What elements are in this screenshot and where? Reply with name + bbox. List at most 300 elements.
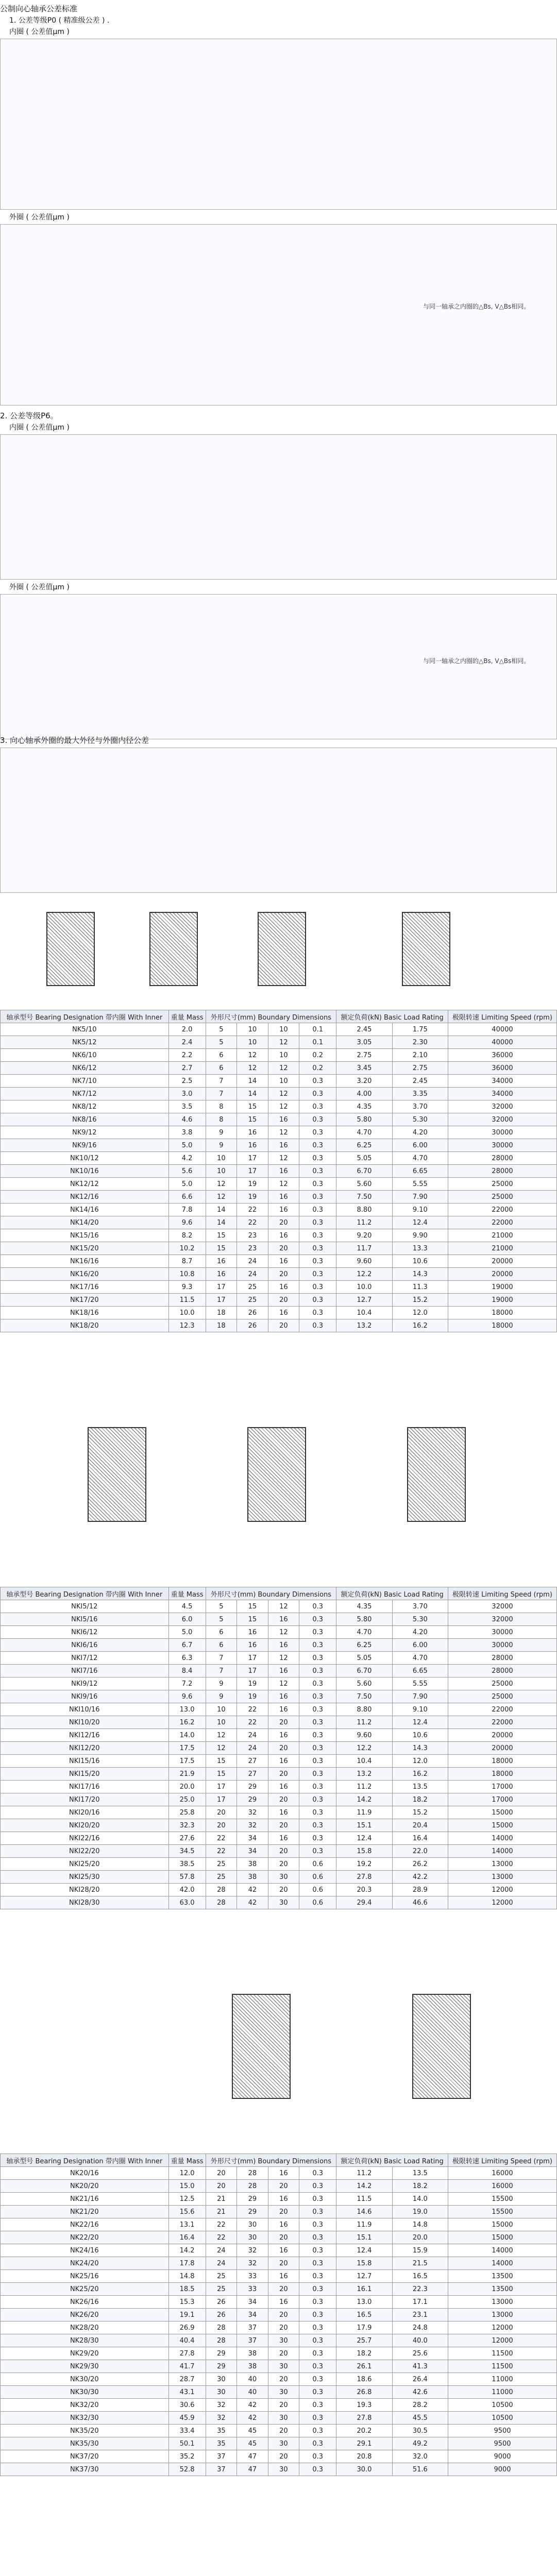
table-cell: 9.20	[336, 1229, 392, 1242]
catalog-table	[0, 1010, 557, 1332]
table-cell: 16	[268, 2218, 299, 2231]
table-cell: 5.05	[336, 1152, 392, 1165]
table-cell: 9	[206, 1677, 237, 1690]
section-title: 公制向心轴承公差标准	[0, 4, 78, 13]
table-cell: 0.3	[299, 1832, 336, 1845]
table-cell: 13.5	[392, 1781, 448, 1793]
table-cell: 11.2	[336, 1216, 392, 1229]
table-cell: 40.0	[392, 2334, 448, 2347]
table-cell: 0.6	[299, 1884, 336, 1896]
table-cell: 13500	[448, 2283, 556, 2296]
table-cell: NK30/20	[1, 2373, 169, 2386]
table-cell: 10.6	[392, 1255, 448, 1268]
table-cell: 42	[237, 2412, 268, 2425]
table-cell: 20000	[448, 1742, 556, 1755]
table-cell: 16	[237, 1126, 268, 1139]
table-cell: NK6/12	[1, 1062, 169, 1075]
outer-note: 与同一轴承之内圈的△Bs, V△Bs相同。	[423, 303, 530, 310]
table-cell: 42	[237, 2399, 268, 2412]
table-cell: 42	[237, 1896, 268, 1909]
table-cell: NK30/30	[1, 2386, 169, 2399]
table-cell: 17.5	[168, 1755, 206, 1768]
table-cell: 19	[237, 1690, 268, 1703]
table-cell: 27	[237, 1768, 268, 1781]
table-cell: 26.1	[336, 2360, 392, 2373]
table-cell: 10	[237, 1023, 268, 1036]
table-cell: 0.3	[299, 2283, 336, 2296]
table-cell: 0.3	[299, 1677, 336, 1690]
table-cell: 26.4	[392, 2373, 448, 2386]
table-cell: 12.0	[392, 1755, 448, 1768]
table-cell: 20.0	[168, 1781, 206, 1793]
table-cell: 52.8	[168, 2463, 206, 2476]
table-row	[1, 2283, 557, 2296]
table-cell: 0.3	[299, 1255, 336, 1268]
table-cell: 5	[206, 1600, 237, 1613]
table-cell: 13000	[448, 2309, 556, 2321]
col-speed: 极限转速 Limiting Speed (rpm)	[448, 2154, 556, 2167]
table-cell: 0.3	[299, 1600, 336, 1613]
table-cell: 25000	[448, 1677, 556, 1690]
table-cell: 27.8	[168, 2347, 206, 2360]
table-cell: 32	[237, 1806, 268, 1819]
table-cell: 20.8	[336, 2450, 392, 2463]
table-cell: 13.2	[336, 1319, 392, 1332]
table-cell: 0.3	[299, 1690, 336, 1703]
catalog-table-3	[0, 2154, 557, 2476]
table-cell: 22	[206, 2231, 237, 2244]
table-cell: 0.3	[299, 2334, 336, 2347]
table-cell: 22000	[448, 1716, 556, 1729]
table-cell: NK20/20	[1, 2180, 169, 2193]
table-cell: 45.5	[392, 2412, 448, 2425]
table-cell: NK17/20	[1, 1294, 169, 1307]
table-cell: 42.6	[392, 2386, 448, 2399]
table-cell: 12.7	[336, 2270, 392, 2283]
table-row	[1, 1255, 557, 1268]
table-row	[1, 1600, 557, 1613]
table-cell: 30	[268, 2386, 299, 2399]
table-cell: 6.0	[168, 1613, 206, 1626]
table-cell: 30	[237, 2218, 268, 2231]
table-cell: 6.25	[336, 1139, 392, 1152]
table-cell: 0.3	[299, 1793, 336, 1806]
table-cell: 20	[206, 2180, 237, 2193]
table-cell: NK35/20	[1, 2425, 169, 2437]
table-cell: 0.3	[299, 1294, 336, 1307]
table-cell: 14.3	[392, 1742, 448, 1755]
table-cell: 11.9	[336, 2218, 392, 2231]
table-cell: 45	[237, 2437, 268, 2450]
table-cell: 7.90	[392, 1690, 448, 1703]
table-row	[1, 1281, 557, 1294]
table-cell: 12000	[448, 2321, 556, 2334]
table-cell: 6.7	[168, 1639, 206, 1652]
table-cell: 9	[206, 1126, 237, 1139]
table-cell: 20	[206, 2167, 237, 2180]
table-cell: 6.70	[336, 1665, 392, 1677]
table-cell: 0.3	[299, 1652, 336, 1665]
table-row	[1, 2450, 557, 2463]
table-cell: 15.6	[168, 2206, 206, 2218]
table-cell: 10	[206, 1716, 237, 1729]
table-row	[1, 2360, 557, 2373]
table-cell: NK9/12	[1, 1126, 169, 1139]
table-cell: 24	[237, 1255, 268, 1268]
table-cell: 19000	[448, 1281, 556, 1294]
bearing-drawing	[407, 1427, 466, 1522]
table-cell: 0.3	[299, 2270, 336, 2283]
table-cell: NKI22/20	[1, 1845, 169, 1858]
table-cell: 0.3	[299, 2360, 336, 2373]
table-cell: 22	[206, 1832, 237, 1845]
table-cell: 2.45	[336, 1023, 392, 1036]
table-cell: 16.2	[168, 1716, 206, 1729]
table-cell: 12000	[448, 1884, 556, 1896]
table-cell: NK8/12	[1, 1100, 169, 1113]
table-cell: NKI25/30	[1, 1871, 169, 1884]
table-cell: NKI12/16	[1, 1729, 169, 1742]
table-cell: 11000	[448, 2386, 556, 2399]
bearing-drawing	[149, 912, 198, 986]
table-cell: 21	[206, 2206, 237, 2218]
table-cell: 35	[206, 2425, 237, 2437]
table-cell: 16	[268, 1191, 299, 1204]
table-cell: 22.3	[392, 2283, 448, 2296]
table-cell: 12	[206, 1729, 237, 1742]
table-cell: 7	[206, 1665, 237, 1677]
bearing-drawing	[402, 912, 450, 986]
table-row	[1, 1023, 557, 1036]
table-cell: 34000	[448, 1088, 556, 1100]
table-cell: 16	[206, 1268, 237, 1281]
table-cell: 0.3	[299, 1113, 336, 1126]
table-cell: 20	[268, 2347, 299, 2360]
table-cell: 34000	[448, 1075, 556, 1088]
table-row	[1, 2167, 557, 2180]
table-cell: NK16/16	[1, 1255, 169, 1268]
table-cell: 19	[237, 1178, 268, 1191]
table-cell: 35	[206, 2437, 237, 2450]
table-cell: 16	[268, 1690, 299, 1703]
table-cell: 18.2	[392, 1793, 448, 1806]
table-cell: 15.8	[336, 2257, 392, 2270]
table-cell: 0.3	[299, 1703, 336, 1716]
table-cell: 14000	[448, 2257, 556, 2270]
table-cell: 16	[268, 1307, 299, 1319]
table-row	[1, 1229, 557, 1242]
table-cell: 25	[206, 1858, 237, 1871]
table-cell: 9.3	[168, 1281, 206, 1294]
table-row	[1, 1626, 557, 1639]
table-cell: 20	[268, 1793, 299, 1806]
table-cell: 5.60	[336, 1677, 392, 1690]
table-row	[1, 2270, 557, 2283]
table-row	[1, 1268, 557, 1281]
table-cell: 16000	[448, 2167, 556, 2180]
table-cell: 6.65	[392, 1165, 448, 1178]
table-cell: 2.10	[392, 1049, 448, 1062]
table-cell: 4.6	[168, 1113, 206, 1126]
table-cell: 37	[237, 2334, 268, 2347]
table-cell: 34	[237, 2296, 268, 2309]
table-cell: 20.4	[392, 1819, 448, 1832]
table-cell: NK28/20	[1, 2321, 169, 2334]
table-cell: 9000	[448, 2463, 556, 2476]
table-cell: 36000	[448, 1049, 556, 1062]
table-cell: NK14/20	[1, 1216, 169, 1229]
bearing-drawing	[88, 1427, 146, 1522]
table-cell: 40000	[448, 1036, 556, 1049]
table-cell: NKI17/16	[1, 1781, 169, 1793]
table-cell: 20.2	[336, 2425, 392, 2437]
table-cell: 40	[237, 2386, 268, 2399]
table-cell: 8.80	[336, 1703, 392, 1716]
table-cell: 11000	[448, 2373, 556, 2386]
table-cell: 16	[268, 1639, 299, 1652]
table-cell: 15000	[448, 1806, 556, 1819]
table-cell: 27.6	[168, 1832, 206, 1845]
table-cell: 10.6	[392, 1729, 448, 1742]
table-cell: 12.2	[336, 1268, 392, 1281]
table-cell: NK9/16	[1, 1139, 169, 1152]
table-cell: 6.6	[168, 1191, 206, 1204]
table-cell: NK6/10	[1, 1049, 169, 1062]
table-row	[1, 1896, 557, 1909]
table-cell: 13.2	[336, 1768, 392, 1781]
table-cell: 0.3	[299, 1152, 336, 1165]
table-cell: 14.0	[168, 1729, 206, 1742]
table-cell: 25.0	[168, 1793, 206, 1806]
table-cell: NK12/12	[1, 1178, 169, 1191]
table-cell: 40.4	[168, 2334, 206, 2347]
table-row	[1, 2309, 557, 2321]
table-cell: 26	[206, 2309, 237, 2321]
table-cell: 35.2	[168, 2450, 206, 2463]
table-row	[1, 2321, 557, 2334]
table-cell: 3.70	[392, 1100, 448, 1113]
table-row	[1, 1165, 557, 1178]
table-cell: 34	[237, 2309, 268, 2321]
table-cell: 17	[206, 1281, 237, 1294]
table-cell: 7.50	[336, 1690, 392, 1703]
table-cell: 18	[206, 1319, 237, 1332]
table-row	[1, 1126, 557, 1139]
table-row	[1, 2218, 557, 2231]
table-row	[1, 2373, 557, 2386]
table-cell: 32.3	[168, 1819, 206, 1832]
table-row	[1, 1152, 557, 1165]
table-row	[1, 1703, 557, 1716]
table-cell: 3.0	[168, 1088, 206, 1100]
drawings-row-4	[0, 2555, 557, 2576]
table-cell: 17	[206, 1781, 237, 1793]
table-row	[1, 1652, 557, 1665]
table-cell: 20000	[448, 1729, 556, 1742]
table-cell: 20.0	[392, 2231, 448, 2244]
table-cell: 28000	[448, 1165, 556, 1178]
table-row	[1, 1884, 557, 1896]
table-cell: 12	[268, 1088, 299, 1100]
table-cell: 8	[206, 1113, 237, 1126]
table-cell: 2.2	[168, 1049, 206, 1062]
table-cell: 11.2	[336, 1781, 392, 1793]
table-cell: 0.2	[299, 1049, 336, 1062]
table-cell: 0.3	[299, 2321, 336, 2334]
table-cell: 21000	[448, 1229, 556, 1242]
table-cell: 8	[206, 1100, 237, 1113]
table-cell: 0.3	[299, 1204, 336, 1216]
table-cell: 18.6	[336, 2373, 392, 2386]
table-cell: 3.70	[392, 1600, 448, 1613]
table-cell: 6	[206, 1049, 237, 1062]
table-cell: NKI20/16	[1, 1806, 169, 1819]
table-cell: 19.2	[336, 1858, 392, 1871]
table-cell: 28000	[448, 1152, 556, 1165]
outer-note: 与同一轴承之内圈的△Bs, V△Bs相同。	[423, 657, 530, 665]
table-cell: 10	[206, 1703, 237, 1716]
table-cell: 25	[206, 2270, 237, 2283]
table-cell: 15500	[448, 2193, 556, 2206]
table-cell: 0.3	[299, 1626, 336, 1639]
table-cell: 0.3	[299, 1126, 336, 1139]
table-cell: 0.3	[299, 2244, 336, 2257]
table-cell: NKI28/20	[1, 1884, 169, 1896]
table-cell: 0.3	[299, 2399, 336, 2412]
table-cell: 14.8	[168, 2270, 206, 2283]
table-cell: 0.3	[299, 1307, 336, 1319]
tolerance-p6-section	[0, 407, 557, 741]
table-cell: 20	[206, 1806, 237, 1819]
section-subtitle: 1. 公差等级P0 ( 精准级公差 ) .	[9, 16, 110, 25]
table-cell: 17	[206, 1793, 237, 1806]
table-cell: 8.7	[168, 1255, 206, 1268]
drawings-row-3	[0, 1973, 557, 2143]
table-cell: NK15/20	[1, 1242, 169, 1255]
table-cell: 32000	[448, 1100, 556, 1113]
table-cell: 41.3	[392, 2360, 448, 2373]
col-designation: 轴承型号 Bearing Designation 带内圈 With Inner	[1, 1010, 169, 1023]
table-cell: 0.3	[299, 1216, 336, 1229]
table-cell: 28	[206, 2321, 237, 2334]
table-cell: 16	[268, 1806, 299, 1819]
table-row	[1, 2386, 557, 2399]
table-cell: 22	[237, 1703, 268, 1716]
table-cell: 0.3	[299, 2412, 336, 2425]
table-cell: 32	[206, 2399, 237, 2412]
table-cell: 10.0	[336, 1281, 392, 1294]
table-cell: NKI28/30	[1, 1896, 169, 1909]
table-cell: 16	[268, 1781, 299, 1793]
table-cell: 13.0	[168, 1703, 206, 1716]
table-cell: 20	[268, 2283, 299, 2296]
table-cell: 38	[237, 1871, 268, 1884]
table-cell: 22	[237, 1716, 268, 1729]
table-cell: 24	[237, 1729, 268, 1742]
col-load-rating: 额定负荷(kN) Basic Load Rating	[336, 2154, 448, 2167]
table-cell: 14.2	[336, 2180, 392, 2193]
table-cell: 0.3	[299, 2193, 336, 2206]
table-cell: 15	[206, 1242, 237, 1255]
table-cell: 16	[268, 1613, 299, 1626]
table-cell: 50.1	[168, 2437, 206, 2450]
table-cell: 26	[237, 1319, 268, 1332]
table-cell: 13.5	[392, 2167, 448, 2180]
table-cell: 0.6	[299, 1896, 336, 1909]
table-cell: 10.4	[336, 1307, 392, 1319]
table-cell: 0.3	[299, 2257, 336, 2270]
col-load-rating: 额定负荷(kN) Basic Load Rating	[336, 1010, 448, 1023]
table-cell: NK5/12	[1, 1036, 169, 1049]
table-row	[1, 1793, 557, 1806]
table-cell: 32	[237, 2257, 268, 2270]
table-cell: 0.3	[299, 1242, 336, 1255]
table-cell: 18.5	[168, 2283, 206, 2296]
table-row	[1, 1062, 557, 1075]
table-cell: NK14/16	[1, 1204, 169, 1216]
table-cell: 13000	[448, 1871, 556, 1884]
table-cell: 21.9	[168, 1768, 206, 1781]
table-row	[1, 1832, 557, 1845]
table-cell: 15	[237, 1600, 268, 1613]
table-cell: 5.0	[168, 1139, 206, 1152]
table-cell: 26.8	[336, 2386, 392, 2399]
table-cell: NK25/16	[1, 2270, 169, 2283]
table-cell: 4.70	[336, 1626, 392, 1639]
table-cell: 34	[237, 1845, 268, 1858]
table-cell: 41.7	[168, 2360, 206, 2373]
table-cell: 27.8	[336, 1871, 392, 1884]
table-row	[1, 2244, 557, 2257]
table-cell: 33	[237, 2270, 268, 2283]
table-cell: 0.3	[299, 2425, 336, 2437]
drawings-row-1	[0, 896, 557, 1005]
table-cell: 16	[268, 1755, 299, 1768]
table-row	[1, 2296, 557, 2309]
table-cell: 5.30	[392, 1113, 448, 1126]
table-cell: 12	[237, 1062, 268, 1075]
table-cell: NKI15/16	[1, 1755, 169, 1768]
table-cell: 15	[237, 1100, 268, 1113]
table-cell: 9.10	[392, 1703, 448, 1716]
table-row	[1, 1729, 557, 1742]
table-cell: 32.0	[392, 2450, 448, 2463]
table-cell: 16	[268, 1703, 299, 1716]
table-cell: 17.8	[168, 2257, 206, 2270]
table-cell: 0.3	[299, 2218, 336, 2231]
table-cell: NK16/20	[1, 1268, 169, 1281]
table-cell: 0.3	[299, 2347, 336, 2360]
table-cell: 12	[268, 1178, 299, 1191]
table-cell: 20	[268, 1742, 299, 1755]
outer-table-placeholder	[0, 594, 557, 739]
outer-label: 外圈 ( 公差值μm )	[9, 583, 70, 591]
table-cell: 57.8	[168, 1871, 206, 1884]
table-row	[1, 1088, 557, 1100]
table-cell: NK35/30	[1, 2437, 169, 2450]
table-cell: 30	[268, 2463, 299, 2476]
table-cell: 10.2	[168, 1242, 206, 1255]
table-cell: 45	[237, 2425, 268, 2437]
table-cell: NK28/30	[1, 2334, 169, 2347]
table-cell: 0.3	[299, 1845, 336, 1858]
table-cell: 32	[237, 2244, 268, 2257]
col-load-rating: 额定负荷(kN) Basic Load Rating	[336, 1587, 448, 1600]
table-cell: 20	[268, 1294, 299, 1307]
table-cell: 2.5	[168, 1075, 206, 1088]
table-cell: 30	[268, 1896, 299, 1909]
table-cell: NK22/20	[1, 2231, 169, 2244]
